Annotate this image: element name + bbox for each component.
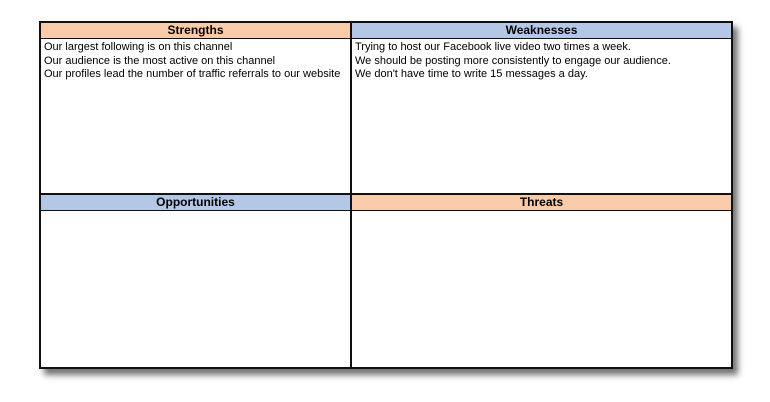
strengths-quadrant: [41, 23, 352, 195]
weaknesses-item: We should be posting more consistently to engage our audience.: [355, 54, 671, 67]
strengths-item: Our profiles lead the number of traffic referrals to our website: [44, 68, 341, 80]
swot-table: [39, 21, 733, 369]
strengths-body[interactable]: [41, 39, 350, 82]
threats-quadrant: [352, 195, 731, 367]
weaknesses-body[interactable]: [352, 39, 731, 82]
opportunities-header: Opportunities: [41, 195, 350, 211]
threats-body[interactable]: [352, 211, 731, 213]
weaknesses-quadrant: [352, 23, 731, 195]
weaknesses-item: Trying to host our Facebook live video two times a week.: [355, 41, 631, 53]
strengths-item: Our audience is the most active on this channel: [44, 54, 276, 67]
opportunities-quadrant: [41, 195, 352, 367]
strengths-header: Strengths: [41, 23, 350, 39]
weaknesses-header: Weaknesses: [352, 23, 731, 39]
weaknesses-item: We don't have time to write 15 messages a day.: [355, 68, 588, 80]
strengths-item: Our largest following is on this channel: [44, 41, 233, 53]
opportunities-body[interactable]: [41, 211, 350, 213]
threats-header: Threats: [352, 195, 731, 211]
